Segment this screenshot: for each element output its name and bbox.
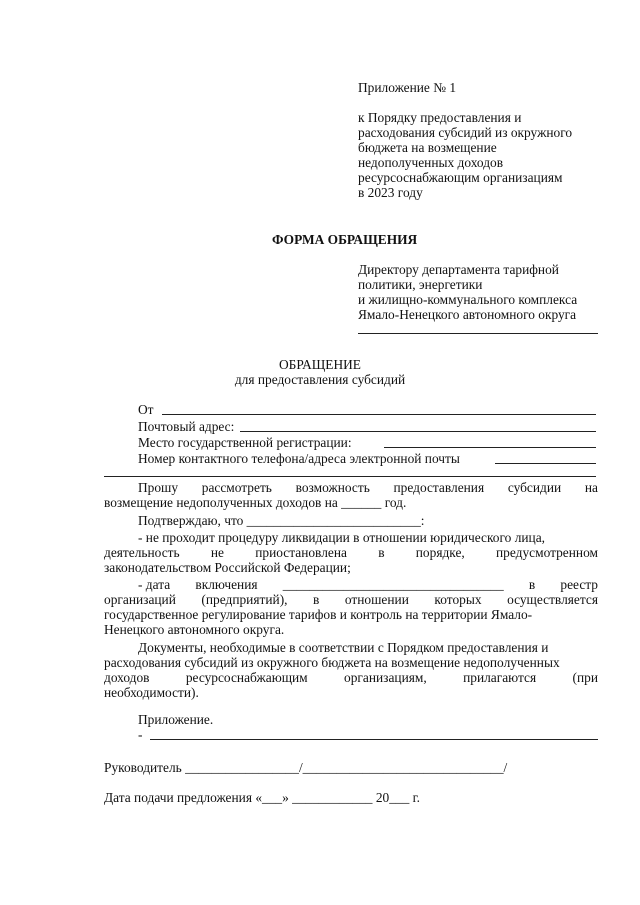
item-register-line: государственное регулирование тарифов и контроль на территории Ямало- <box>104 607 533 622</box>
field-contact-line[interactable] <box>495 463 596 464</box>
confirm-line: Подтверждаю, что __________________________: <box>138 513 425 528</box>
document-subtitle: для предоставления субсидий <box>234 372 406 387</box>
signature-head-label: Руководитель <box>104 760 186 775</box>
document-title: ОБРАЩЕНИЕ <box>279 357 361 372</box>
field-postal-label: Почтовый адрес: <box>138 419 235 434</box>
item-register-line: организаций (предприятий), в отношении которых осуществляется <box>104 592 598 607</box>
request-paragraph-line: Прошу рассмотреть возможность предоставления субсидии на <box>138 480 598 495</box>
appendix-ref-line: недополученных доходов <box>358 155 504 170</box>
appendix-ref-line: в 2023 году <box>358 185 423 200</box>
attachment-line[interactable] <box>150 739 598 740</box>
item-liquidation-line: законодательством Российской Федерации; <box>104 560 351 575</box>
signature-head <box>104 760 507 775</box>
addressee-underline <box>358 333 598 334</box>
form-title: ФОРМА ОБРАЩЕНИЯ <box>272 232 418 247</box>
appendix-ref-line: расходования субсидий из окружного <box>358 125 573 140</box>
addressee-line: политики, энергетики <box>358 277 483 292</box>
field-from-label: От <box>138 402 154 417</box>
documents-paragraph-line: необходимости). <box>104 685 199 700</box>
attachment-label: Приложение. <box>138 712 214 727</box>
field-from-line[interactable] <box>162 414 596 415</box>
documents-paragraph-line: Документы, необходимые в соответствии с Порядком предоставления и <box>138 640 549 655</box>
item-liquidation-line: - не проходит процедуру ликвидации в отношении юридического лица, <box>138 530 545 545</box>
submission-date: Дата подачи предложения «___» ____________ 20___ г. <box>104 790 420 805</box>
item-register-line: Ненецкого автономного округа. <box>104 622 285 637</box>
appendix-number: Приложение № 1 <box>358 80 457 95</box>
field-contact-line-2[interactable] <box>104 476 596 477</box>
item-liquidation-line: деятельность не приостановлена в порядке, предусмотренном <box>104 545 598 560</box>
field-registration-line[interactable] <box>384 447 596 448</box>
appendix-ref-line: бюджета на возмещение <box>358 140 497 155</box>
appendix-ref-line: к Порядку предоставления и <box>358 110 522 125</box>
documents-paragraph-line: доходов ресурсоснабжающим организациям, прилагаются (при <box>104 670 598 685</box>
field-postal-line[interactable] <box>240 431 596 432</box>
field-contact-label: Номер контактного телефона/адреса электронной почты <box>138 451 460 466</box>
field-registration-label: Место государственной регистрации: <box>138 435 352 450</box>
item-register-line: - дата включения _________________________________ в реестр <box>138 577 598 592</box>
request-paragraph-line: возмещение недополученных доходов на ______ год. <box>104 495 407 510</box>
documents-paragraph-line: расходования субсидий из окружного бюджета на возмещение недополученных <box>104 655 560 670</box>
addressee-line: Директору департамента тарифной <box>358 262 559 277</box>
appendix-ref-line: ресурсоснабжающим организациям <box>358 170 563 185</box>
signature-head-line[interactable]: _________________/______________________________/ <box>185 760 508 775</box>
addressee-line: и жилищно-коммунального комплекса <box>358 292 578 307</box>
attachment-dash: - <box>138 727 143 742</box>
addressee-line: Ямало-Ненецкого автономного округа <box>358 307 577 322</box>
